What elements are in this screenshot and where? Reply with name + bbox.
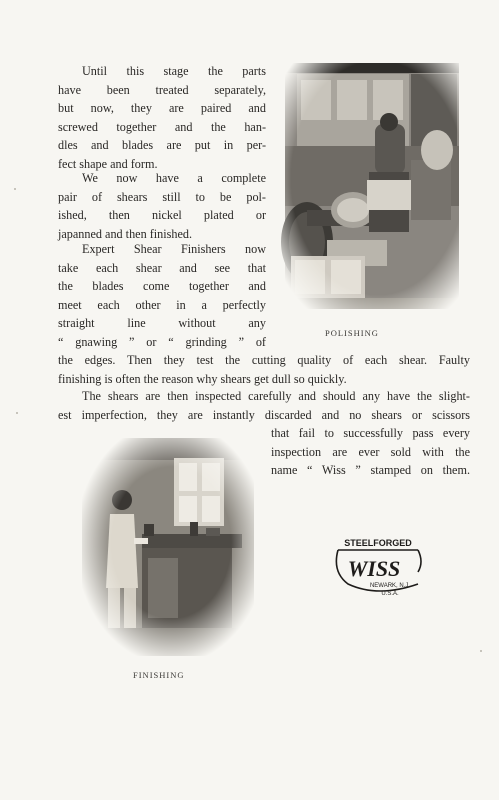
text-line: japanned and then finished.	[58, 226, 193, 241]
text-line: the edges. Then they test the cutting quality of each shear. Faulty	[58, 353, 470, 367]
text-line: that fail to successfully pass every	[271, 426, 470, 440]
wiss-logo	[328, 532, 428, 602]
text-line: name “ Wiss ” stamped on them.	[271, 463, 470, 477]
text-line: We now have a complete	[82, 171, 266, 185]
text-line: straight line without any	[58, 316, 266, 330]
text-line: meet each other in a perfectly	[58, 297, 266, 312]
paper-speck	[14, 188, 16, 190]
text-line: fect shape and form.	[58, 156, 158, 171]
paragraph-inspection-cont	[271, 424, 470, 480]
text-line: dles and blades are put in per-	[58, 138, 266, 152]
text-line: the blades come together and	[58, 279, 266, 293]
paragraph-finishers-cont	[58, 351, 470, 388]
text-line: but now, they are paired and	[58, 101, 266, 115]
paragraph-inspection	[58, 387, 470, 424]
paragraph-pairing	[58, 62, 266, 173]
text-line: inspection are ever sold with the	[271, 444, 470, 459]
logo-brand: WISS	[347, 556, 401, 581]
text-line: ished, then nickel plated or	[58, 208, 266, 222]
text-line: The shears are then inspected carefully and should any have the slight-	[82, 389, 470, 403]
paper-speck	[16, 412, 18, 414]
text-line: “ gnawing ” or “ grinding ” of	[58, 334, 266, 349]
text-line: have been treated separately,	[58, 82, 266, 97]
text-line: est imperfection, they are instantly discarded and no shears or scissors	[58, 407, 470, 422]
polishing-caption: POLISHING	[325, 328, 379, 338]
logo-country: U.S.A.	[381, 591, 399, 597]
text-line: pair of shears still to be pol-	[58, 189, 266, 204]
paragraph-polishing	[58, 169, 266, 243]
polishing-photo	[271, 60, 465, 322]
text-line: screwed together and the han-	[58, 119, 266, 134]
logo-city: NEWARK, N.J.	[369, 583, 411, 589]
text-line: finishing is often the reason why shears get dull so quickly.	[58, 371, 347, 386]
paper-speck	[480, 650, 482, 652]
finishing-caption: FINISHING	[133, 670, 185, 680]
finishing-photo	[82, 438, 254, 656]
text-line: take each shear and see that	[58, 260, 266, 275]
text-line: Expert Shear Finishers now	[82, 242, 266, 256]
logo-top-text: STEELFORGED	[344, 538, 412, 548]
paragraph-finishers	[58, 240, 266, 351]
text-line: Until this stage the parts	[82, 64, 266, 78]
